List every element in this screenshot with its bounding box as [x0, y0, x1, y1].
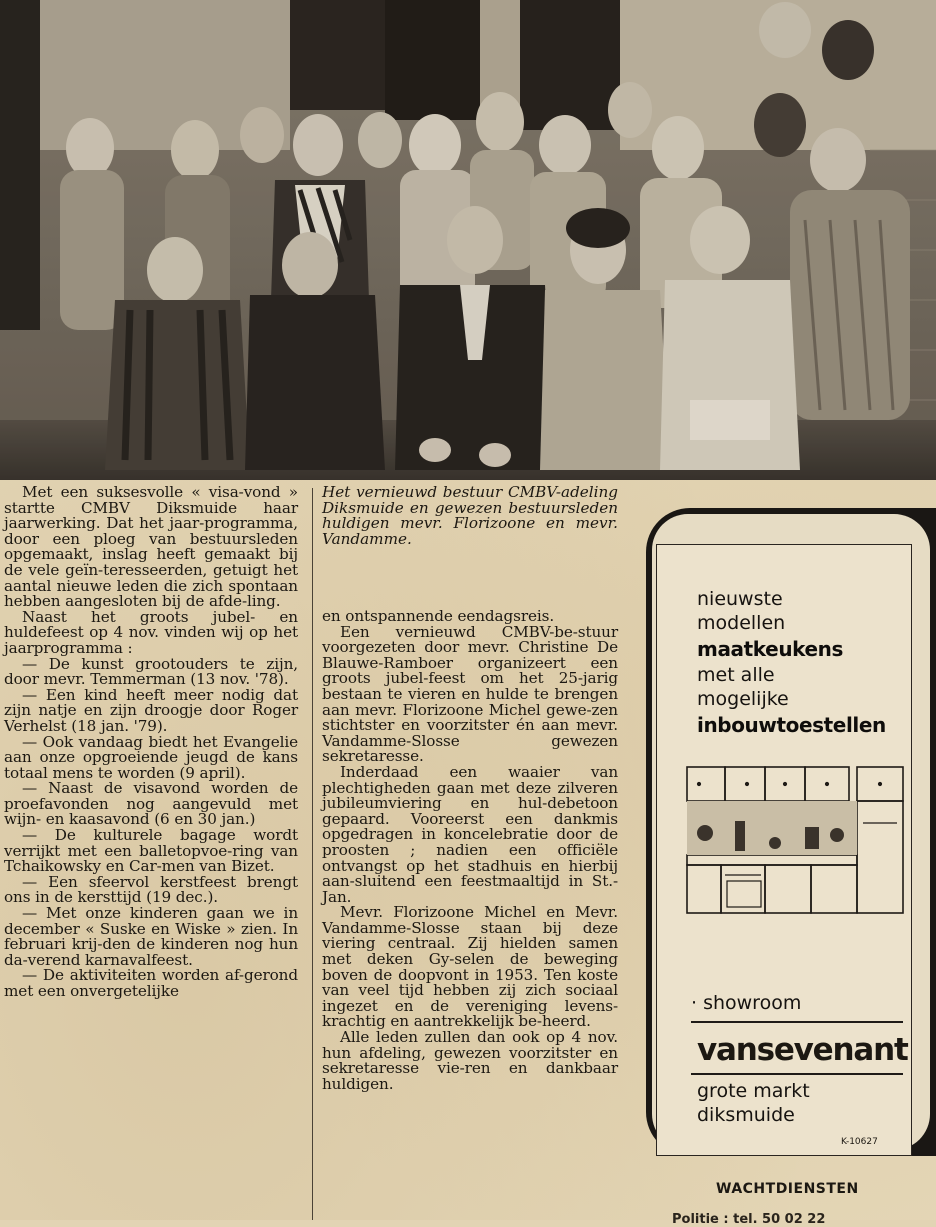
ad-text-line: nieuwste: [697, 588, 783, 610]
ad-text-line: met alle: [697, 664, 775, 686]
kitchen-illustration-icon: [685, 763, 905, 915]
article-column-2: [322, 609, 618, 1092]
article-column-1: [4, 485, 298, 1000]
ad-frame: [652, 514, 930, 1150]
article-paragraph: Met een suksesvolle « visa-vond » startte CMBV Diksmuide haar jaarwerking. Dat het jaar-programma, door een ploeg van bestuursleden opgemaakt, inslag heeft gemaakt bij de vele geïn-teresseerden, getuigt het aantal nieuwe leden die zich spontaan hebben aangesloten bij de afde-ling.: [4, 483, 298, 611]
article-paragraph: — Ook vandaag biedt het Evangelie aan onze opgroeiende jeugd de kans totaal mens te worden (9 april).: [4, 732, 298, 782]
ad-reference-code: K-10627: [841, 1137, 878, 1147]
ad-address-line: diksmuide: [697, 1104, 795, 1126]
article-paragraph: — De aktiviteiten worden af-gerond met een onvergetelijke: [4, 966, 298, 1000]
article-paragraph: — Een kind heeft meer nodig dat zijn natje en zijn droogje door Roger Verhelst (18 jan. '79).: [4, 685, 298, 735]
ad-rule-bottom: [691, 1073, 903, 1075]
ad-content-box: [656, 544, 912, 1156]
ad-headline: maatkeukens: [697, 637, 844, 661]
advertisement: [646, 508, 936, 1156]
ad-showroom-label: · showroom: [691, 992, 802, 1014]
ad-headline: inbouwtoestellen: [697, 713, 886, 737]
article-paragraph: — De kunst grootouders te zijn, door mevr. Temmerman (13 nov. '78).: [4, 654, 298, 689]
article-paragraph: Mevr. Florizoone Michel en Mevr. Vandamme-Slosse staan bij deze viering centraal. Zij hielden samen met deken Gy-selen de beweging boven de doopvont in 1953. Ten koste van veel tijd hebben zij zich sociaal ingezet en de vereniging levens-krachtig en aantrekkelijk be-heerd.: [322, 903, 618, 1031]
ad-brand-name: vansevenant: [697, 1032, 908, 1068]
ad-text-line: modellen: [697, 612, 786, 634]
article-paragraph: Naast het groots jubel- en huldefeest op 4 nov. vinden wij op het jaarprogramma :: [4, 607, 298, 657]
ad-rule-top: [691, 1021, 903, 1023]
article-paragraph: en ontspannende eendagsreis.: [322, 607, 555, 625]
article-paragraph: Een vernieuwd CMBV-be-stuur voorgezeten door mevr. Christine De Blauwe-Ramboer organizeert een groots jubel-feest om het 25-jarig bestaan te vieren en hulde te brengen aan mevr. Florizoone Michel gewe-zen stichtster en voorzitster én aan mevr. Vandamme-Slosse gewezen sekretaresse.: [322, 622, 618, 766]
section-cut-line: Politie : tel. 50 02 22: [672, 1212, 826, 1227]
ad-text-line: mogelijke: [697, 688, 789, 710]
article-paragraph: — Naast de visavond worden de proefavonden nog aangevuld met wijn- en kaasavond (6 en 30 jan.): [4, 779, 298, 829]
ad-address-line: grote markt: [697, 1080, 810, 1102]
article-paragraph: Alle leden zullen dan ook op 4 nov. hun afdeling, gewezen voorzitster en sekretaresse vie-ren en dankbaar huldigen.: [322, 1028, 618, 1093]
article-paragraph: Inderdaad een waaier van plechtigheden gaan met deze zilveren jubileumviering en hul-debetoon gepaard. Vooreerst een dankmis opgedragen in koncelebratie door de proosten ; nadien een officiële ontvangst op het stadhuis en hierbij aan-sluitend een feestmaaltijd in St.-Jan.: [322, 762, 618, 906]
group-photo: [0, 0, 936, 480]
article-paragraph: — Een sfeervol kerstfeest brengt ons in de kersttijd (19 dec.).: [4, 872, 298, 907]
section-heading: WACHTDIENSTEN: [716, 1181, 859, 1197]
group-photo-icon: [0, 0, 936, 480]
photo-caption: Het vernieuwd bestuur CMBV-adeling Diksmuide en gewezen bestuursleden huldigen mevr. Florizoone en mevr. Vandamme.: [322, 483, 618, 548]
article-paragraph: — Met onze kinderen gaan we in december « Suske en Wiske » zien. In februari krij-den de kinderen nog hun da-verend karnavalfeest.: [4, 904, 298, 969]
article-paragraph: — De kulturele bagage wordt verrijkt met een balletopvoe-ring van Tchaikowsky en Car-men van Bizet.: [4, 826, 298, 876]
column-divider: [312, 488, 313, 1220]
